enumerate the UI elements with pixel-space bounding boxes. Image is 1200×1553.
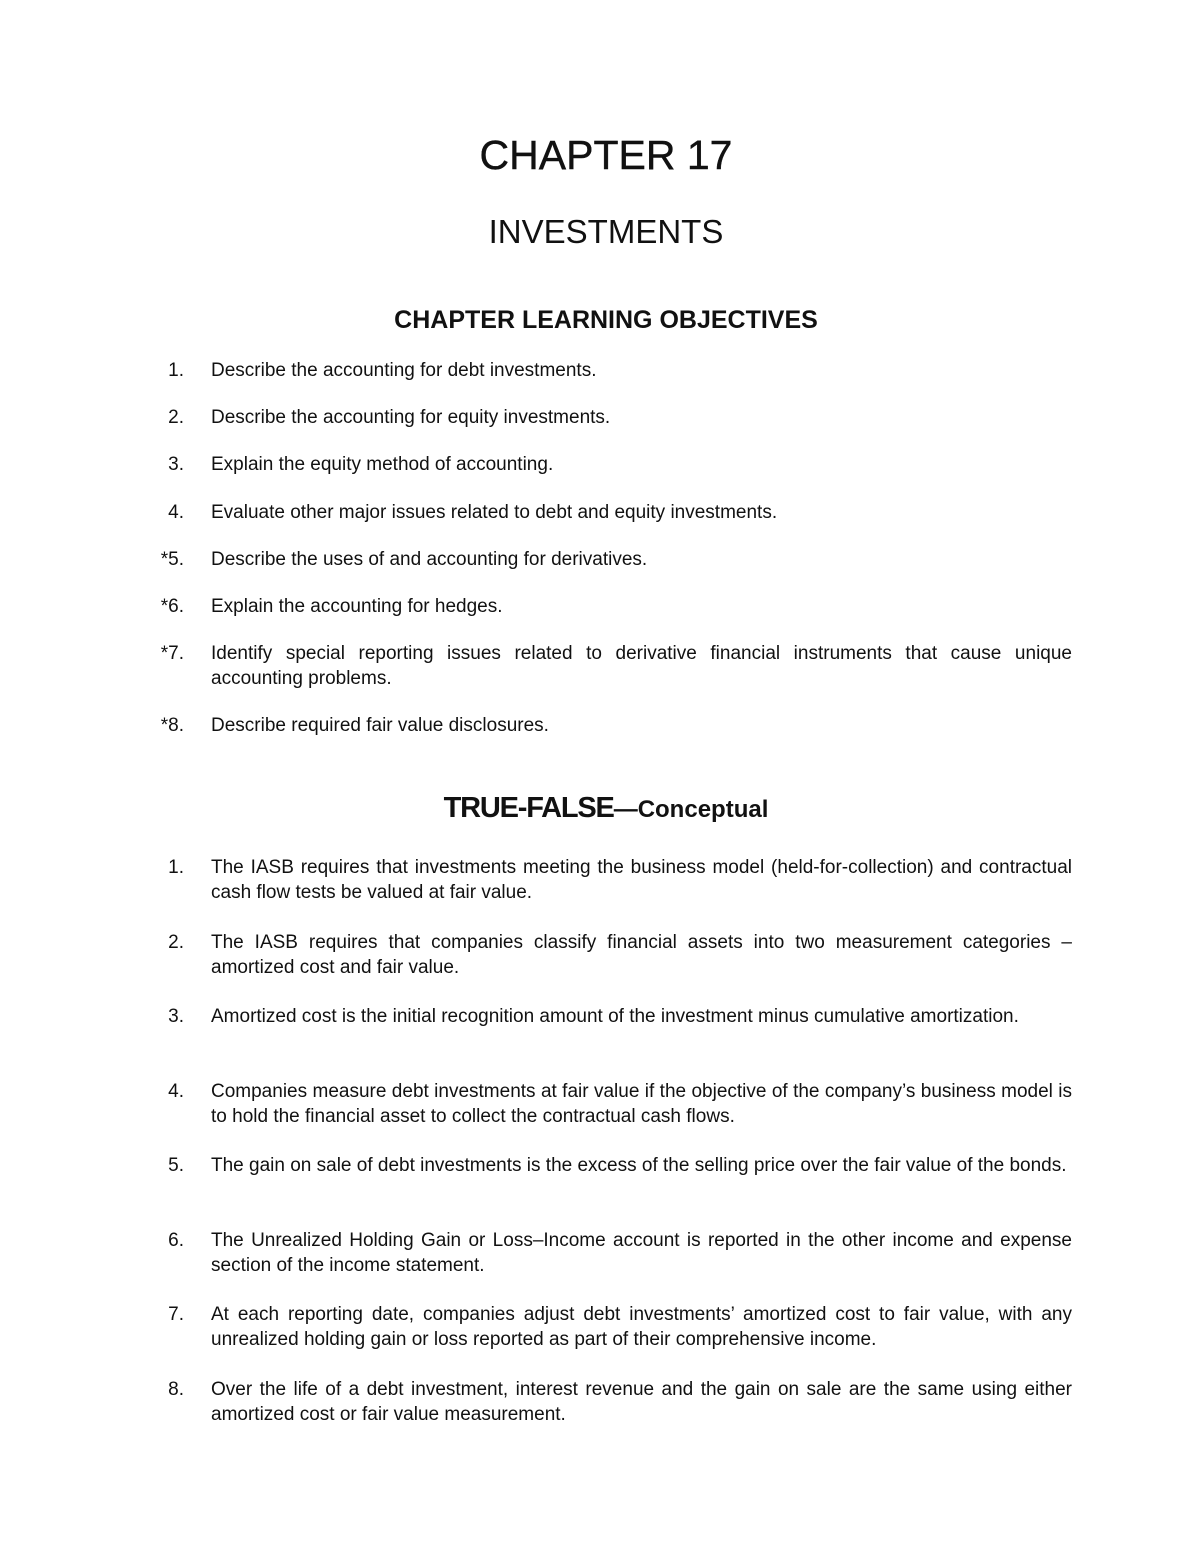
question-text: The Unrealized Holding Gain or Loss–Income account is reported in the other income and expense section of the income statement.	[211, 1230, 1072, 1276]
question-text: Amortized cost is the initial recognition amount of the investment minus cumulative amortization.	[211, 1006, 1019, 1027]
objective-number: *8.	[160, 715, 184, 736]
true-false-heading	[0, 788, 1200, 831]
objective-text: Describe required fair value disclosures.	[211, 715, 549, 736]
question-text: The IASB requires that investments meeting the business model (held-for-collection) and contractual cash flow tests be valued at fair value.	[211, 857, 1072, 903]
objective-text: Explain the equity method of accounting.	[211, 454, 554, 475]
objective-text: Explain the accounting for hedges.	[211, 596, 503, 617]
objective-number: 1.	[168, 360, 184, 381]
objectives-heading: CHAPTER LEARNING OBJECTIVES	[394, 306, 818, 334]
objective-number: *5.	[160, 549, 184, 570]
question-number: 7.	[168, 1304, 184, 1325]
question-number: 5.	[168, 1155, 184, 1176]
question-number: 6.	[168, 1230, 184, 1251]
objective-text: Identify special reporting issues related to derivative financial instruments that cause unique accounting problems.	[211, 643, 1072, 689]
true-false-heading-sub: —Conceptual	[613, 796, 769, 823]
question-text: Companies measure debt investments at fair value if the objective of the company’s business model is to hold the financial asset to collect the contractual cash flows.	[211, 1081, 1072, 1127]
objective-text: Describe the accounting for debt investments.	[211, 360, 597, 381]
objective-number: 2.	[168, 407, 184, 428]
objective-text: Describe the uses of and accounting for derivatives.	[211, 549, 648, 570]
objective-number: *6.	[160, 596, 184, 617]
chapter-subtitle: INVESTMENTS	[488, 213, 724, 250]
question-text: Over the life of a debt investment, interest revenue and the gain on sale are the same using either amortized cost or fair value measurement.	[211, 1379, 1072, 1425]
question-number: 1.	[168, 857, 184, 878]
objective-number: 3.	[168, 454, 184, 475]
question-number: 8.	[168, 1379, 184, 1400]
question-text: The gain on sale of debt investments is the excess of the selling price over the fair value of the bonds.	[211, 1155, 1067, 1176]
question-number: 4.	[168, 1081, 184, 1102]
objective-number: *7.	[160, 643, 184, 664]
objective-text: Describe the accounting for equity investments.	[211, 407, 611, 428]
question-text: The IASB requires that companies classify financial assets into two measurement categories – amortized cost and fair value.	[211, 932, 1072, 978]
question-text: At each reporting date, companies adjust debt investments’ amortized cost to fair value, with any unrealized holding gain or loss reported as part of their comprehensive income.	[211, 1304, 1072, 1350]
objective-number: 4.	[168, 502, 184, 523]
chapter-title: CHAPTER 17	[479, 132, 733, 178]
question-number: 2.	[168, 932, 184, 953]
objective-text: Evaluate other major issues related to debt and equity investments.	[211, 502, 778, 523]
true-false-heading-main: TRUE-FALSE	[443, 792, 614, 824]
question-number: 3.	[168, 1006, 184, 1027]
